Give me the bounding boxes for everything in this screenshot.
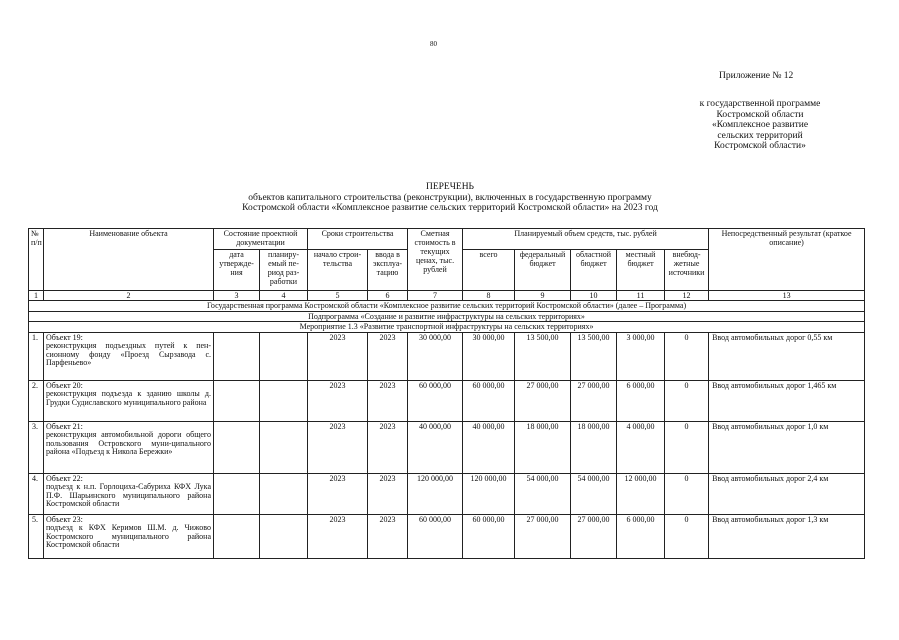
header-docs-planned: планиру-емый пе-риод раз-работки	[260, 250, 308, 291]
column-number: 11	[617, 291, 665, 301]
docs-approval	[214, 332, 260, 380]
docs-planned	[260, 421, 308, 473]
page-number: 80	[430, 40, 437, 48]
object-text: реконструкция автомобильной дороги общего пользования Островского муни-ципального района «Подъезд к Никола Бережки»	[46, 430, 211, 457]
column-number: 5	[308, 291, 368, 301]
funds-total: 40 000,00	[463, 421, 515, 473]
direct-result: Ввод автомобильных дорог 1,0 км	[709, 421, 865, 473]
annex-line: Костромской области»	[714, 141, 806, 152]
title-line: Костромской области «Комплексное развитие сельских территорий Костромской области» на 2023 год	[242, 203, 658, 213]
docs-approval	[214, 473, 260, 514]
funds-extra: 0	[665, 514, 709, 558]
object-text: реконструкция подъезда к зданию школы д. Грудки Судиславского муниципального района	[46, 389, 211, 407]
object-text: реконструкция подъездных путей к пен-сионному фонду «Проезд Сырзавода с. Парфеньево»	[46, 341, 211, 368]
docs-planned	[260, 380, 308, 421]
funds-extra: 0	[665, 421, 709, 473]
commission-year: 2023	[368, 380, 408, 421]
docs-approval	[214, 421, 260, 473]
object-name	[44, 514, 214, 558]
header-funds-group: Планируемый объем средств, тыс. рублей	[463, 229, 709, 250]
estimated-cost: 120 000,00	[408, 473, 463, 514]
header-docs-approval: дата утвержде-ния	[214, 250, 260, 291]
column-number: 9	[515, 291, 571, 301]
column-number: 4	[260, 291, 308, 301]
direct-result: Ввод автомобильных дорог 0,55 км	[709, 332, 865, 380]
object-name	[44, 473, 214, 514]
header-funds-local: местный бюджет	[617, 250, 665, 291]
column-number: 6	[368, 291, 408, 301]
object-label: Объект 22:	[46, 473, 83, 483]
object-text: подъезд к н.п. Горлоциха-Сабуриха КФХ Лука П.Ф. Шарьинского муниципального района Костромской области	[46, 482, 211, 509]
header-result: Непосредственный результат (краткое описание)	[709, 229, 865, 291]
table-row	[29, 473, 865, 514]
annex-line: «Комплексное развитие	[711, 120, 809, 131]
funds-total: 60 000,00	[463, 514, 515, 558]
column-number: 13	[709, 291, 865, 301]
column-number: 2	[44, 291, 214, 301]
docs-planned	[260, 473, 308, 514]
funds-federal: 27 000,00	[515, 380, 571, 421]
annex-label: Приложение № 12	[719, 71, 794, 81]
header-docs-group: Состояние проектной документации	[214, 229, 308, 250]
funds-regional: 18 000,00	[571, 421, 617, 473]
funds-extra: 0	[665, 332, 709, 380]
funds-local: 6 000,00	[617, 380, 665, 421]
section-program: Государственная программа Костромской области «Комплексное развитие сельских территорий Костромской области» (далее – Программа)	[29, 301, 865, 312]
row-num: 1.	[29, 332, 44, 380]
object-name	[44, 332, 214, 380]
direct-result: Ввод автомобильных дорог 1,465 км	[709, 380, 865, 421]
column-number: 7	[408, 291, 463, 301]
object-label: Объект 20:	[46, 380, 83, 390]
funds-local: 12 000,00	[617, 473, 665, 514]
object-name	[44, 421, 214, 473]
funds-total: 30 000,00	[463, 332, 515, 380]
column-number: 10	[571, 291, 617, 301]
funds-local: 3 000,00	[617, 332, 665, 380]
table-row	[29, 332, 865, 380]
commission-year: 2023	[368, 421, 408, 473]
object-label: Объект 19:	[46, 332, 83, 342]
funds-regional: 27 000,00	[571, 514, 617, 558]
docs-approval	[214, 514, 260, 558]
column-number: 8	[463, 291, 515, 301]
funds-local: 4 000,00	[617, 421, 665, 473]
section-subprogram: Подпрограмма «Создание и развитие инфраструктуры на сельских территориях»	[29, 311, 865, 322]
annex-line: Костромской области	[716, 109, 804, 120]
column-number-row	[29, 291, 865, 301]
estimated-cost: 60 000,00	[408, 380, 463, 421]
funds-total: 60 000,00	[463, 380, 515, 421]
estimated-cost: 30 000,00	[408, 332, 463, 380]
section-measure: Мероприятие 1.3 «Развитие транспортной инфраструктуры на сельских территориях»	[29, 322, 865, 333]
column-number: 12	[665, 291, 709, 301]
start-year: 2023	[308, 332, 368, 380]
funds-local: 6 000,00	[617, 514, 665, 558]
header-funds-federal: федеральный бюджет	[515, 250, 571, 291]
row-num: 4.	[29, 473, 44, 514]
start-year: 2023	[308, 473, 368, 514]
object-name	[44, 380, 214, 421]
header-name: Наименование объекта	[44, 229, 214, 291]
object-label: Объект 23:	[46, 514, 83, 524]
header-terms-commission: ввода в эксплуа-тацию	[368, 250, 408, 291]
header-terms-group: Сроки строительства	[308, 229, 408, 250]
commission-year: 2023	[368, 473, 408, 514]
column-number: 1	[29, 291, 44, 301]
estimated-cost: 40 000,00	[408, 421, 463, 473]
title-line: объектов капитального строительства (реконструкции), включенных в государственную программу	[248, 192, 652, 203]
funds-federal: 13 500,00	[515, 332, 571, 380]
title-heading: ПЕРЕЧЕНЬ	[425, 182, 475, 192]
column-number: 3	[214, 291, 260, 301]
docs-planned	[260, 514, 308, 558]
object-text: подъезд к КФХ Керимов Ш.М. д. Чижово Костромского муниципального района Костромской области	[46, 523, 211, 550]
objects-table	[28, 228, 865, 559]
funds-federal: 27 000,00	[515, 514, 571, 558]
header-funds-extra: внебюд-жетные источники	[665, 250, 709, 291]
estimated-cost: 60 000,00	[408, 514, 463, 558]
start-year: 2023	[308, 421, 368, 473]
funds-federal: 54 000,00	[515, 473, 571, 514]
direct-result: Ввод автомобильных дорог 2,4 км	[709, 473, 865, 514]
table-row	[29, 421, 865, 473]
funds-total: 120 000,00	[463, 473, 515, 514]
funds-regional: 54 000,00	[571, 473, 617, 514]
funds-regional: 13 500,00	[571, 332, 617, 380]
header-cost: Сметная стоимость в текущих ценах, тыс. рублей	[408, 229, 463, 291]
docs-approval	[214, 380, 260, 421]
header-terms-start: начало строи-тельства	[308, 250, 368, 291]
funds-extra: 0	[665, 380, 709, 421]
docs-planned	[260, 332, 308, 380]
object-label: Объект 21:	[46, 421, 83, 431]
direct-result: Ввод автомобильных дорог 1,3 км	[709, 514, 865, 558]
row-num: 3.	[29, 421, 44, 473]
start-year: 2023	[308, 380, 368, 421]
table-row	[29, 514, 865, 558]
annex-line: к государственной программе	[699, 99, 821, 109]
commission-year: 2023	[368, 332, 408, 380]
funds-regional: 27 000,00	[571, 380, 617, 421]
start-year: 2023	[308, 514, 368, 558]
row-num: 5.	[29, 514, 44, 558]
table-row	[29, 380, 865, 421]
funds-federal: 18 000,00	[515, 421, 571, 473]
document-title	[150, 182, 750, 214]
commission-year: 2023	[368, 514, 408, 558]
annex-reference	[690, 99, 830, 152]
header-funds-regional: областной бюджет	[571, 250, 617, 291]
annex-line: сельских территорий	[717, 130, 803, 141]
header-funds-total: всего	[463, 250, 515, 291]
row-num: 2.	[29, 380, 44, 421]
header-num: № п/п	[29, 229, 44, 291]
funds-extra: 0	[665, 473, 709, 514]
